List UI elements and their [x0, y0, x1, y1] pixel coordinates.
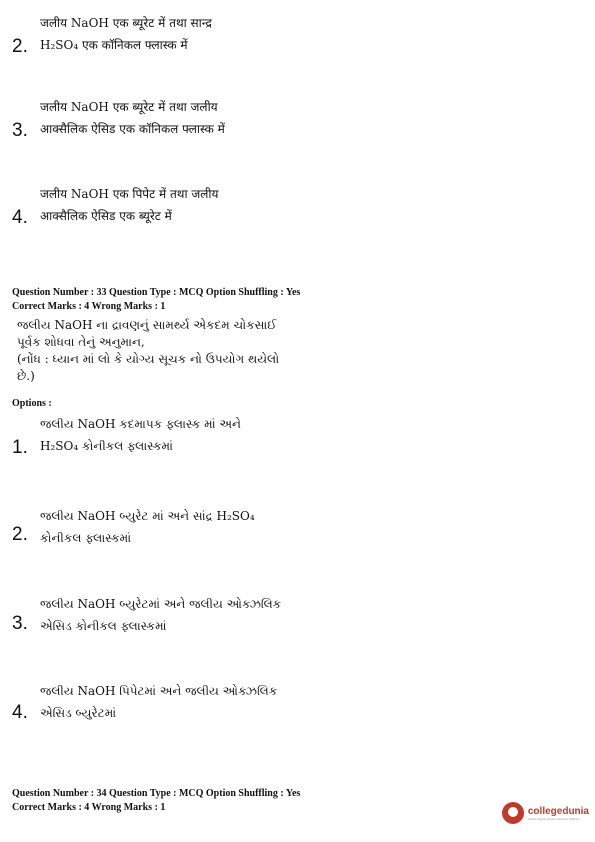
option-number: 4.: [12, 207, 28, 228]
question-meta: [12, 787, 300, 815]
option-number: 1.: [12, 437, 28, 458]
option-text-line: आक्सैलिक ऐसिड एक कॉनिकल फ्लास्क में: [40, 122, 225, 136]
option-text-line: કોનીકલ ફ્લાસ્કમાં: [40, 531, 132, 545]
question-meta-line: Question Number : 34 Question Type : MCQ Option Shuffling : Yes: [12, 788, 301, 799]
question-meta-line: Question Number : 33 Question Type : MCQ Option Shuffling : Yes: [12, 287, 301, 298]
marks-meta-line: Correct Marks : 4 Wrong Marks : 1: [12, 301, 166, 312]
option-text-line: જલીય NaOH બ્યુરેટમાં અને જલીય ઓક્ઝલિક: [40, 597, 282, 611]
question-text-line: જલીય NaOH ના દ્રાવણનું સામર્થ્ય એકદમ ચોકસાઈ: [17, 318, 277, 332]
question-text-line: પૂર્વક શોધવા તેનું અનુમાન,: [17, 335, 145, 349]
option-text-line: जलीय NaOH एक ब्यूरेट में तथा जलीय: [40, 100, 218, 114]
marks-meta-line: Correct Marks : 4 Wrong Marks : 1: [12, 802, 166, 813]
option-number: 3.: [12, 120, 28, 141]
option-number: 2.: [12, 524, 28, 545]
question-meta: [12, 286, 300, 314]
option-text-line: H₂SO₄ एक कॉनिकल फ्लास्क में: [40, 38, 188, 52]
option-text-line: જલીય NaOH પિપેટમાં અને જલીય ઓક્ઝલિક: [40, 684, 278, 698]
option-text-line: जलीय NaOH एक पिपेट में तथा जलीय: [40, 187, 219, 201]
question-text-line: (નોંધ : ધ્યાન માં લો કે યોગ્ય સૂચક નો ઉપયોગ થયેલો: [17, 352, 280, 366]
option-number: 4.: [12, 702, 28, 723]
option-text-line: H₂SO₄ કોનીકલ ફ્લાસ્કમાં: [40, 439, 173, 453]
option-text-line: એસિડ બ્યુરેટમાં: [40, 706, 117, 720]
options-label: Options :: [12, 398, 52, 409]
option-text-line: જલીય NaOH બ્યુરેટ માં અને સાંદ્ર H₂SO₄: [40, 509, 255, 523]
option-number: 2.: [12, 36, 28, 57]
option-number: 3.: [12, 613, 28, 634]
option-text-line: એસિડ કોનીકલ ફ્લાસ્કમાં: [40, 619, 167, 633]
option-text-line: आक्सैलिक ऐसिड एक ब्यूरेट में: [40, 209, 172, 223]
logo-icon: [502, 802, 524, 824]
option-text-line: जलीय NaOH एक ब्यूरेट में तथा सान्द्र: [40, 16, 212, 30]
logo-name: collegedunia: [527, 805, 589, 817]
logo-tagline: India's largest Student Review Platform: [527, 816, 581, 821]
option-text-line: જલીય NaOH કદમાપક ફ્લાસ્ક માં અને: [40, 417, 241, 431]
collegedunia-logo: [502, 802, 589, 824]
question-text: [17, 317, 279, 385]
question-text-line: છે.): [17, 369, 35, 383]
